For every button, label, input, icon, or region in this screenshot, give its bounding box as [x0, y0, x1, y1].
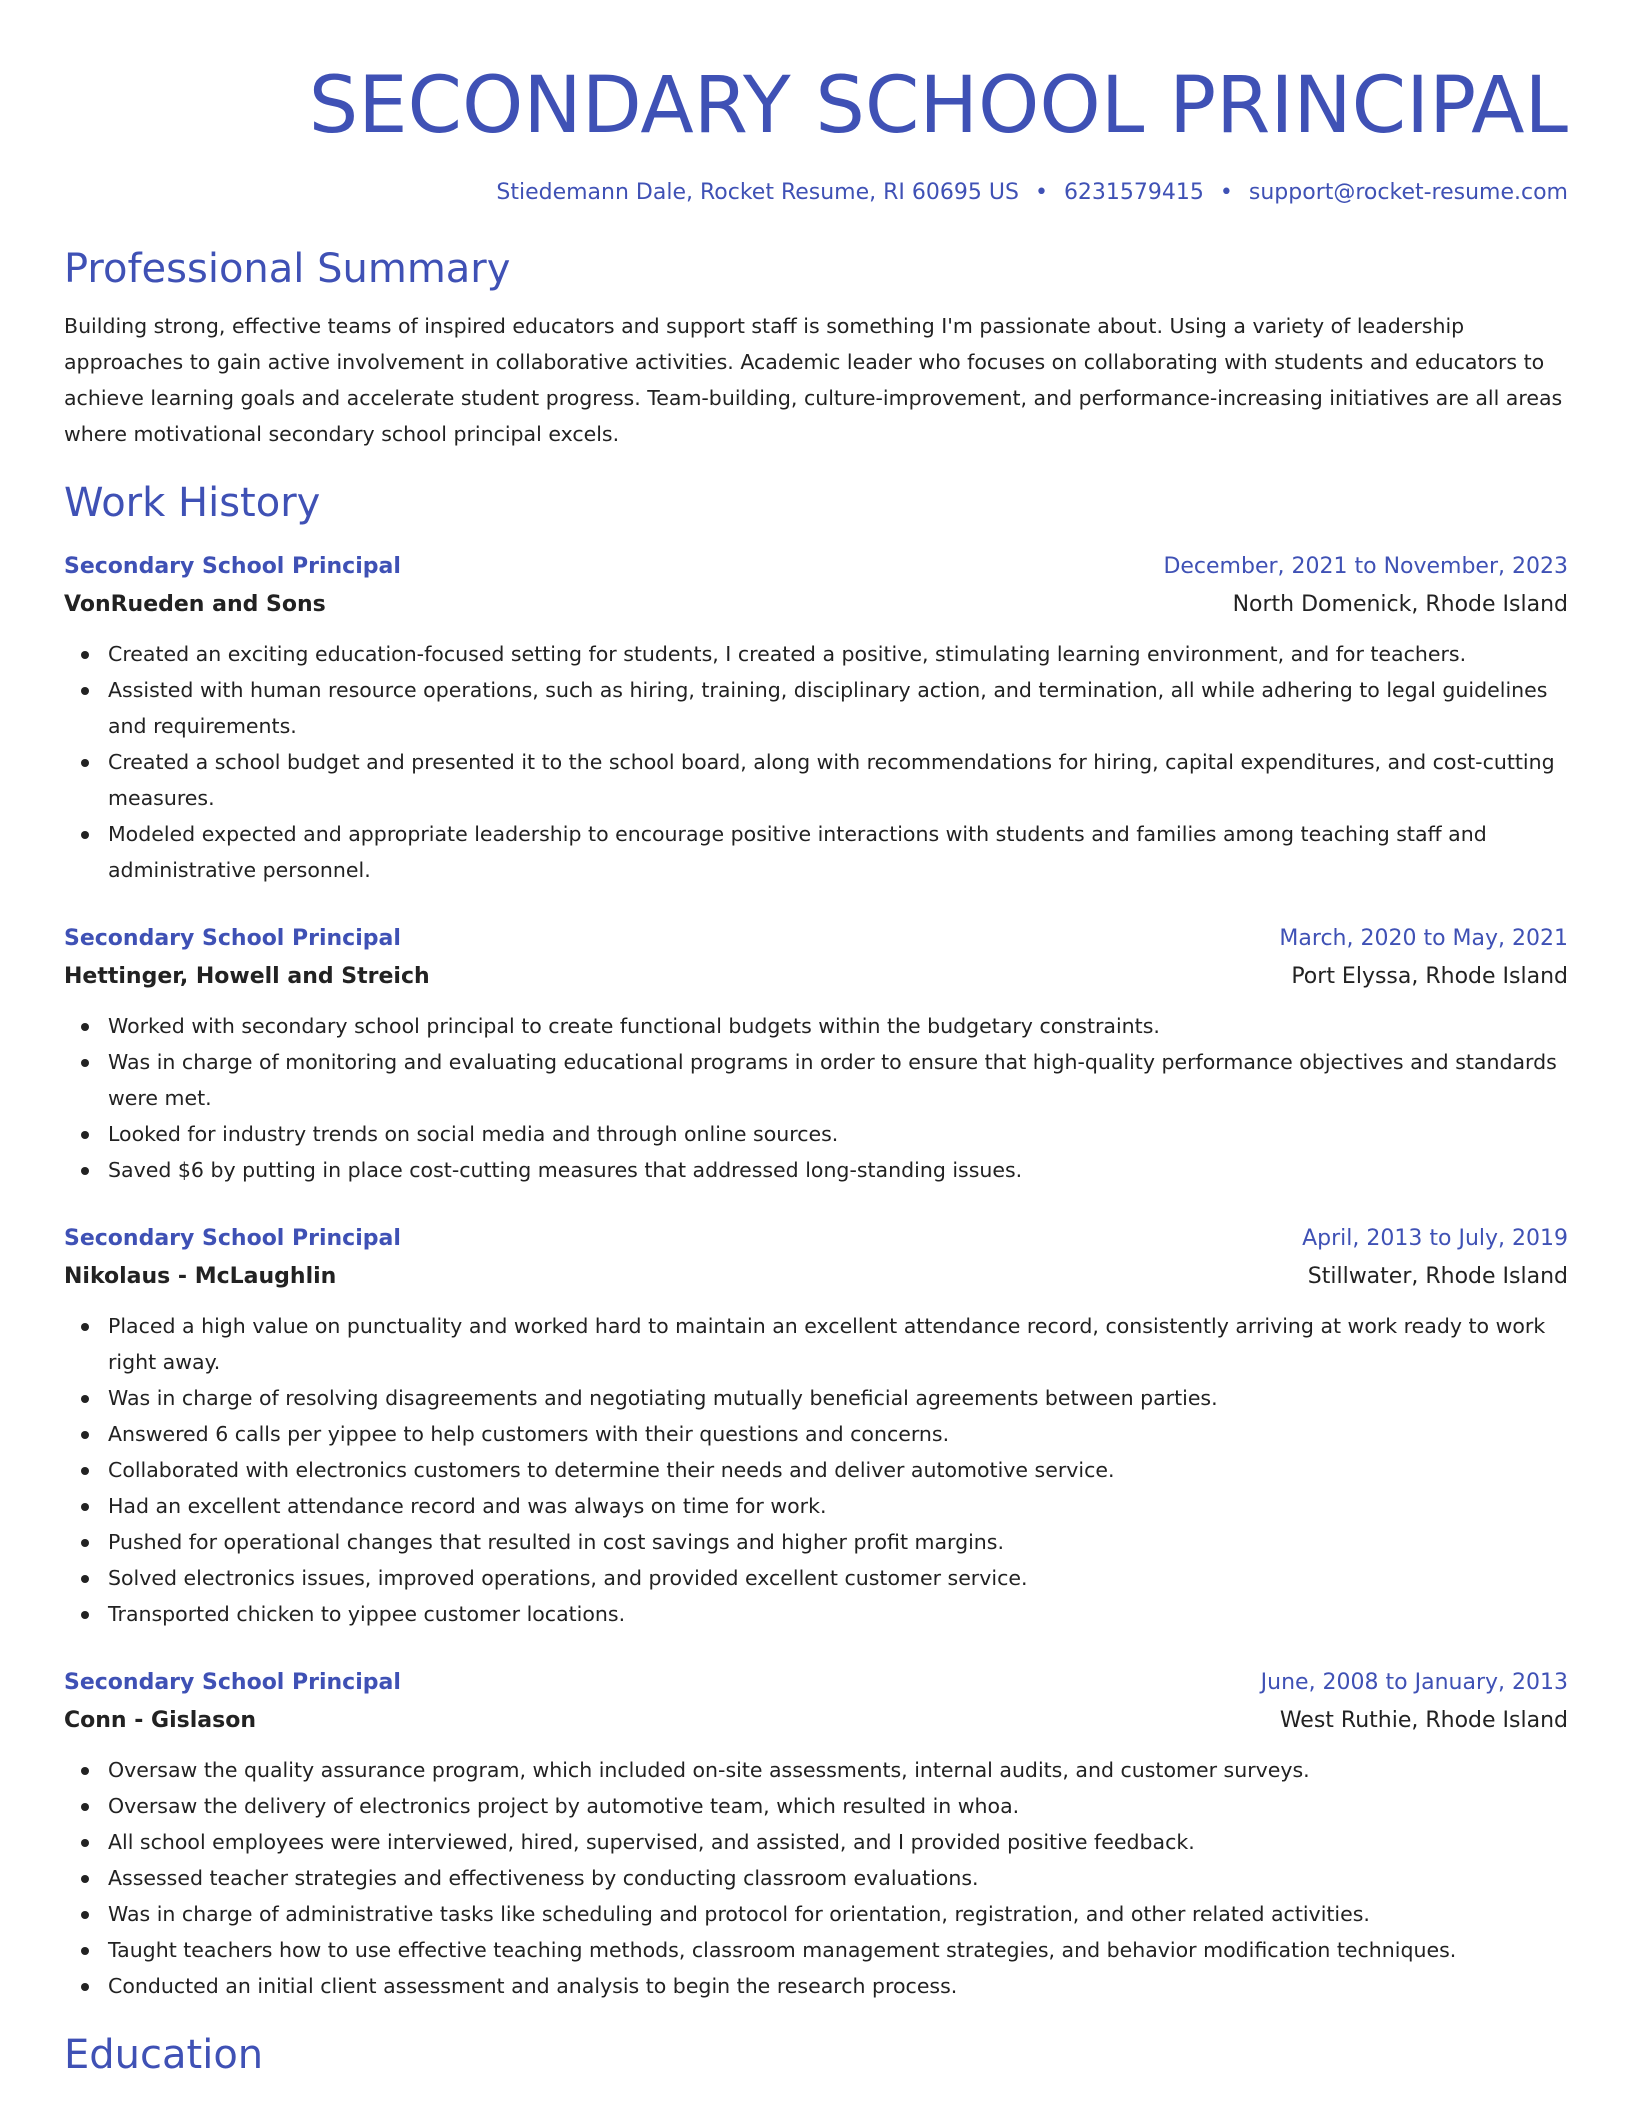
contact-address: Stiedemann Dale, Rocket Resume, RI 60695 US — [496, 180, 1019, 205]
list-item: Was in charge of monitoring and evaluating educational programs in order to ensure that high-quality performance objectives and standards were met. — [64, 1044, 1568, 1116]
job-company-row — [64, 1258, 1568, 1296]
contact-email: support@rocket-resume.com — [1248, 180, 1568, 205]
job-entry — [64, 1664, 1568, 2004]
job-title: Secondary School Principal — [64, 1670, 401, 1695]
list-item: Was in charge of resolving disagreements and negotiating mutually beneficial agreements between parties. — [64, 1380, 1568, 1416]
job-bullet-list — [64, 1308, 1568, 1632]
job-title-row — [64, 1220, 1568, 1258]
list-item: Taught teachers how to use effective teaching methods, classroom management strategies, and behavior modification techniques. — [64, 1932, 1568, 1968]
job-bullet-list — [64, 636, 1568, 888]
job-location: West Ruthie, Rhode Island — [1279, 1708, 1568, 1733]
list-item: Assisted with human resource operations, such as hiring, training, disciplinary action, and termination, all while adhering to legal guidelines and requirements. — [64, 672, 1568, 744]
summary-text: Building strong, effective teams of inspired educators and support staff is something I'm passionate about. Using a variety of leadership approaches to gain active involvement in collaborative activities. Academic leader who focuses on collaborating with students and educators to achieve learning goals and accelerate student progress. Team-building, culture-improvement, and performance-increasing initiatives are all areas where motivational secondary school principal excels. — [64, 314, 1563, 446]
job-dates: June, 2008 to January, 2013 — [1260, 1670, 1568, 1695]
list-item: Pushed for operational changes that resulted in cost savings and higher profit margins. — [64, 1524, 1568, 1560]
contact-separator: • — [1219, 180, 1233, 205]
list-item: Worked with secondary school principal to create functional budgets within the budgetary constraints. — [64, 1008, 1568, 1044]
list-item: Conducted an initial client assessment and analysis to begin the research process. — [64, 1968, 1568, 2004]
contact-line — [64, 178, 1568, 208]
job-entry — [64, 1220, 1568, 1632]
job-company: Hettinger, Howell and Streich — [64, 964, 430, 989]
job-entry — [64, 920, 1568, 1188]
contact-phone: 6231579415 — [1063, 180, 1204, 205]
job-company-row — [64, 586, 1568, 624]
job-location: North Domenick, Rhode Island — [1232, 592, 1568, 617]
job-dates: April, 2013 to July, 2019 — [1302, 1226, 1568, 1251]
job-location: Port Elyssa, Rhode Island — [1291, 964, 1568, 989]
list-item: Created an exciting education-focused setting for students, I created a positive, stimulating learning environment, and for teachers. — [64, 636, 1568, 672]
list-item: Oversaw the delivery of electronics project by automotive team, which resulted in whoa. — [64, 1788, 1568, 1824]
list-item: Answered 6 calls per yippee to help customers with their questions and concerns. — [64, 1416, 1568, 1452]
job-entry — [64, 548, 1568, 888]
job-dates: March, 2020 to May, 2021 — [1279, 926, 1568, 951]
job-dates: December, 2021 to November, 2023 — [1163, 554, 1568, 579]
education-heading: Education — [64, 2032, 264, 2078]
list-item: Modeled expected and appropriate leadership to encourage positive interactions with students and families among teaching staff and administrative personnel. — [64, 816, 1568, 888]
job-company-row — [64, 958, 1568, 996]
list-item: Transported chicken to yippee customer locations. — [64, 1596, 1568, 1632]
job-bullet-list — [64, 1008, 1568, 1188]
job-company-row — [64, 1702, 1568, 1740]
list-item: Created a school budget and presented it to the school board, along with recommendations for hiring, capital expenditures, and cost-cutting measures. — [64, 744, 1568, 816]
list-item: Oversaw the quality assurance program, which included on-site assessments, internal audits, and customer surveys. — [64, 1752, 1568, 1788]
contact-separator: • — [1034, 180, 1048, 205]
list-item: Saved $6 by putting in place cost-cutting measures that addressed long-standing issues. — [64, 1152, 1568, 1188]
list-item: Looked for industry trends on social media and through online sources. — [64, 1116, 1568, 1152]
job-title-row — [64, 920, 1568, 958]
job-title-row — [64, 1664, 1568, 1702]
resume-title: SECONDARY SCHOOL PRINCIPAL — [308, 61, 1568, 151]
list-item: All school employees were interviewed, hired, supervised, and assisted, and I provided positive feedback. — [64, 1824, 1568, 1860]
list-item: Assessed teacher strategies and effectiveness by conducting classroom evaluations. — [64, 1860, 1568, 1896]
job-location: Stillwater, Rhode Island — [1307, 1264, 1568, 1289]
summary-heading: Professional Summary — [64, 246, 511, 292]
job-title: Secondary School Principal — [64, 926, 401, 951]
job-company: VonRueden and Sons — [64, 592, 326, 617]
list-item: Was in charge of administrative tasks like scheduling and protocol for orientation, registration, and other related activities. — [64, 1896, 1568, 1932]
resume-page — [64, 0, 1568, 2080]
job-bullet-list — [64, 1752, 1568, 2004]
job-title: Secondary School Principal — [64, 554, 401, 579]
job-title: Secondary School Principal — [64, 1226, 401, 1251]
list-item: Solved electronics issues, improved operations, and provided excellent customer service. — [64, 1560, 1568, 1596]
list-item: Collaborated with electronics customers to determine their needs and deliver automotive service. — [64, 1452, 1568, 1488]
work-history-heading: Work History — [64, 480, 321, 526]
list-item: Had an excellent attendance record and was always on time for work. — [64, 1488, 1568, 1524]
list-item: Placed a high value on punctuality and worked hard to maintain an excellent attendance record, consistently arriving at work ready to work right away. — [64, 1308, 1568, 1380]
job-company: Conn - Gislason — [64, 1708, 256, 1733]
job-title-row — [64, 548, 1568, 586]
job-company: Nikolaus - McLaughlin — [64, 1264, 337, 1289]
